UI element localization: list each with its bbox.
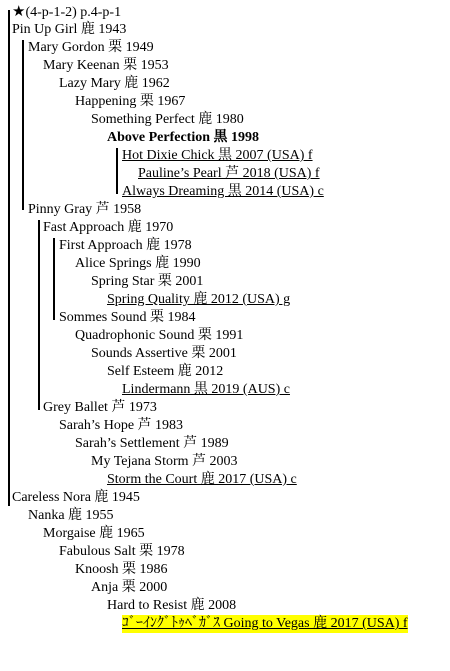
pedigree-entry: Pauline’s Pearl 芦 2018 (USA) f	[138, 166, 320, 181]
pedigree-entry: Sarah’s Hope 芦 1983	[59, 418, 184, 433]
pedigree-entry: Alice Springs 鹿 1990	[75, 256, 201, 271]
pedigree-header	[12, 3, 121, 21]
pedigree-entry: Spring Quality 鹿 2012 (USA) g	[107, 292, 291, 307]
pedigree-entry: Fast Approach 鹿 1970	[43, 220, 174, 235]
pedigree-entry: Pin Up Girl 鹿 1943	[12, 22, 127, 37]
pedigree-entry: Happening 栗 1967	[75, 94, 186, 109]
pedigree-entry-featured: Above Perfection 黒 1998	[107, 130, 260, 145]
pedigree-reference: (4-p-1-2) p.4-p-1	[25, 5, 122, 20]
pedigree-entry: Anja 栗 2000	[91, 580, 168, 595]
pedigree-entry: Always Dreaming 黒 2014 (USA) c	[122, 184, 324, 199]
pedigree-entry: Grey Ballet 芦 1973	[43, 400, 157, 415]
pedigree-entry: Hot Dixie Chick 黒 2007 (USA) f	[122, 148, 313, 163]
pedigree-entry: My Tejana Storm 芦 2003	[91, 454, 238, 469]
pedigree-entry-highlighted: ｺﾞｰｲﾝｸﾞﾄｩﾍﾞｶﾞｽ Going to Vegas 鹿 2017 (USA) f	[122, 616, 408, 631]
pedigree-entry: Hard to Resist 鹿 2008	[107, 598, 237, 613]
pedigree-entry: Self Esteem 鹿 2012	[107, 364, 224, 379]
pedigree-entry: Sommes Sound 栗 1984	[59, 310, 196, 325]
pedigree-entry: Sarah’s Settlement 芦 1989	[75, 436, 229, 451]
pedigree-entry: Mary Keenan 栗 1953	[43, 58, 169, 73]
star-icon: ★	[12, 4, 26, 20]
bracket-line	[22, 40, 24, 210]
pedigree-entry: Careless Nora 鹿 1945	[12, 490, 140, 505]
pedigree-entry: Nanka 鹿 1955	[28, 508, 114, 523]
bracket-line	[53, 238, 55, 320]
pedigree-entry: Lindermann 黒 2019 (AUS) c	[122, 382, 290, 397]
pedigree-entry: Fabulous Salt 栗 1978	[59, 544, 185, 559]
bracket-line	[38, 220, 40, 410]
pedigree-entry: Lazy Mary 鹿 1962	[59, 76, 170, 91]
bracket-line	[116, 148, 118, 194]
pedigree-entry: Morgaise 鹿 1965	[43, 526, 145, 541]
pedigree-entry: Quadrophonic Sound 栗 1991	[75, 328, 244, 343]
pedigree-entry: Knoosh 栗 1986	[75, 562, 168, 577]
pedigree-entry: Sounds Assertive 栗 2001	[91, 346, 237, 361]
pedigree-entry: Something Perfect 鹿 1980	[91, 112, 244, 127]
pedigree-entry: Spring Star 栗 2001	[91, 274, 204, 289]
pedigree-entry: Mary Gordon 栗 1949	[28, 40, 154, 55]
pedigree-entry: Storm the Court 鹿 2017 (USA) c	[107, 472, 297, 487]
pedigree-entry: Pinny Gray 芦 1958	[28, 202, 142, 217]
bracket-line	[8, 10, 10, 506]
pedigree-entry: First Approach 鹿 1978	[59, 238, 192, 253]
